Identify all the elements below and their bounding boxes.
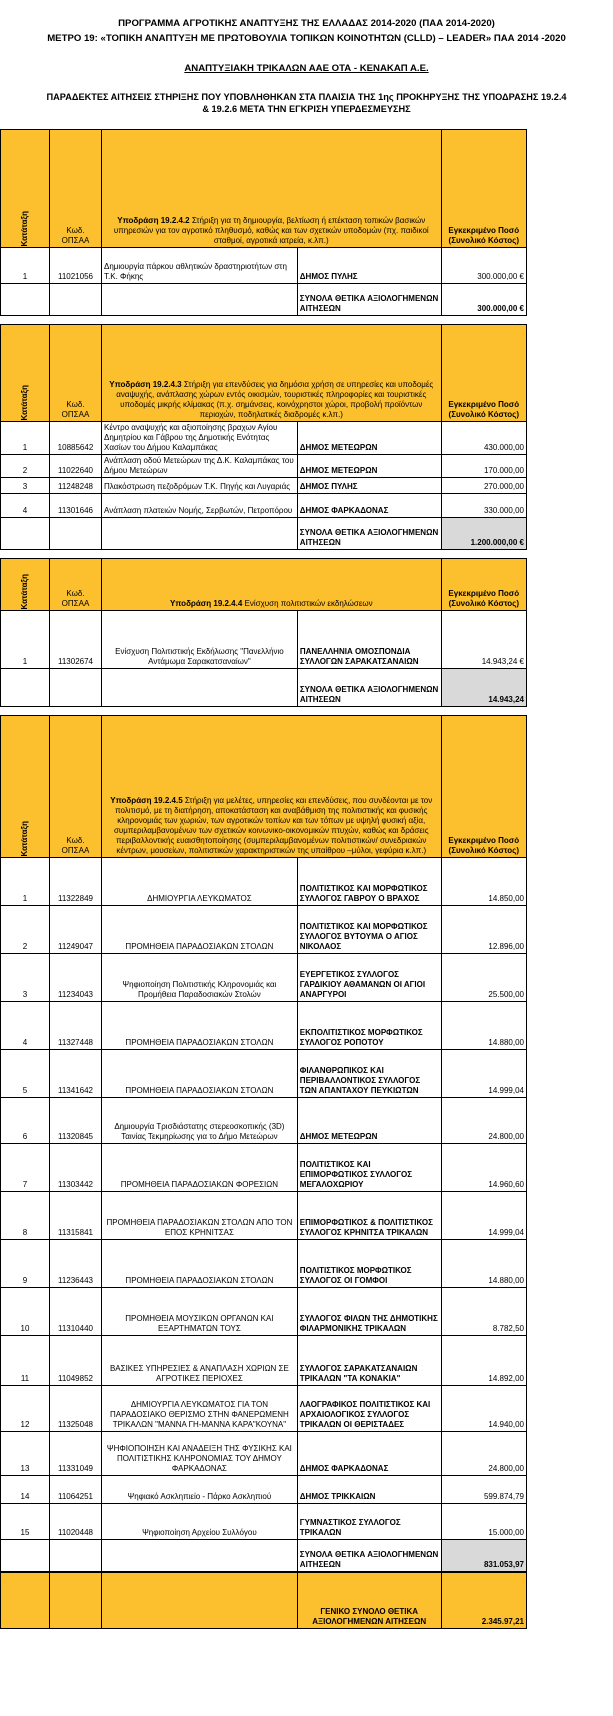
amount-cell: 14.943,24 € [441,611,526,669]
code-header: Κωδ. ΟΠΣΑΑ [49,130,101,248]
table-row [1,494,527,518]
code-cell: 11331049 [49,1432,101,1476]
document-title-line-2: & 19.2.6 ΜΕΤΑ ΤΗΝ ΕΓΚΡΙΣΗ ΥΠΕΡΔΕΣΜΕΥΣΗΣ [202,104,411,114]
code-cell: 11327448 [49,1002,101,1050]
rank-header-label: Κατάταξη [19,384,29,420]
rank-header-label: Κατάταξη [19,820,29,856]
code-cell: 11021056 [49,248,101,284]
code-cell: 11320845 [49,1098,101,1144]
table-row [1,455,527,478]
grand-total-table [0,1572,527,1629]
subaction-code: Υποδράση 19.2.4.2 [117,216,190,225]
document-title [0,75,613,115]
empty-cell [1,284,50,316]
rank-cell: 9 [1,1240,50,1288]
beneficiary-cell: ΣΥΛΛΟΓΟΣ ΣΑΡΑΚΑΤΣΑΝΑΙΩΝ ΤΡΙΚΑΛΩΝ "ΤΑ ΚΟΝΑΚΙΑ" [297,1336,441,1386]
beneficiary-cell: ΕΚΠΟΛΙΤΙΣΤΙΚΟΣ ΜΟΡΦΩΤΙΚΟΣ ΣΥΛΛΟΓΟΣ ΡΟΠΟΤΟΥ [297,1002,441,1050]
organization-name: ΑΝΑΠΤΥΞΙΑΚΗ ΤΡΙΚΑΛΩΝ ΑΑΕ ΟΤΑ - ΚΕΝΑΚΑΠ Α.Ε. [184,63,429,74]
amount-cell: 170.000,00 [441,455,526,478]
table-row [1,906,527,954]
rank-cell: 10 [1,1288,50,1336]
code-cell: 11310440 [49,1288,101,1336]
rank-header [1,559,50,611]
rank-cell: 1 [1,422,50,455]
beneficiary-cell: ΔΗΜΟΣ ΜΕΤΕΩΡΩΝ [297,422,441,455]
section-table [0,715,527,1572]
rank-cell: 7 [1,1144,50,1192]
beneficiary-cell: ΠΟΛΙΤΙΣΤΙΚΟΣ ΚΑΙ ΕΠΙΜΟΡΦΩΤΙΚΟΣ ΣΥΛΛΟΓΟΣ ΜΕΓΑΛΟΧΩΡΙΟΥ [297,1144,441,1192]
subaction-text: Στήριξη για τη δημιουργία, βελτίωση ή επέκταση τοπικών βασικών υπηρεσιών για τον αγροτικό πληθυσμό, καθώς και των σχετικών υποδομών (πχ. παιδικοί σταθμοί, αγροτικά ιατρεία, κ.λπ.) [113,216,429,245]
title-cell: Ψηφιοποίηση Αρχείου Συλλόγου [102,1504,298,1540]
amount-cell: 599.874,79 [441,1476,526,1504]
beneficiary-cell: ΔΗΜΟΣ ΤΡΙΚΚΑΙΩΝ [297,1476,441,1504]
empty-cell [102,1540,298,1572]
section-total-row [1,284,527,316]
subaction-text: Ενίσχυση πολιτιστικών εκδηλώσεων [242,599,373,608]
empty-cell [1,1540,50,1572]
beneficiary-cell: ΦΙΛΑΝΘΡΩΠΙΚΟΣ ΚΑΙ ΠΕΡΙΒΑΛΛΟΝΤΙΚΟΣ ΣΥΛΛΟΓΟΣ ΤΩΝ ΑΠΑΝΤΑΧΟΥ ΠΕΥΚΙΩΤΩΝ [297,1050,441,1098]
subaction-description [102,559,442,611]
table-row [1,422,527,455]
table-row [1,1476,527,1504]
amount-cell: 330.000,00 [441,494,526,518]
table-row [1,1336,527,1386]
grand-total-row [1,1573,527,1629]
empty-cell [102,518,298,550]
amount-cell: 24.800,00 [441,1098,526,1144]
code-cell: 11303442 [49,1144,101,1192]
title-cell: ΒΑΣΙΚΕΣ ΥΠΗΡΕΣΙΕΣ & ΑΝΑΠΛΑΣΗ ΧΩΡΙΩΝ ΣΕ ΑΓΡΟΤΙΚΕΣ ΠΕΡΙΟΧΕΣ [102,1336,298,1386]
subaction-description [102,716,442,858]
code-cell: 11315841 [49,1192,101,1240]
title-cell: ΨΗΦΙΟΠΟΙΗΣΗ ΚΑΙ ΑΝΑΔΕΙΞΗ ΤΗΣ ΦΥΣΙΚΗΣ ΚΑΙ ΠΟΛΙΤΙΣΤΙΚΗΣ ΚΛΗΡΟΝΟΜΙΑΣ ΤΟΥ ΔΗΜΟΥ ΦΑΡΚΑΔΟΝΑΣ [102,1432,298,1476]
empty-cell [102,284,298,316]
title-cell: ΠΡΟΜΗΘΕΙΑ ΠΑΡΑΔΟΣΙΑΚΩΝ ΣΤΟΛΩΝ ΑΠΟ ΤΟΝ ΕΠΟΣ ΚΡΗΝΙΤΣΑΣ [102,1192,298,1240]
subaction-code: Υποδράση 19.2.4.5 [110,796,183,805]
amount-cell: 25.500,00 [441,954,526,1002]
amount-cell: 15.000,00 [441,1504,526,1540]
amount-cell: 24.800,00 [441,1432,526,1476]
rank-cell: 11 [1,1336,50,1386]
code-cell: 11249047 [49,906,101,954]
title-cell: Δημιουργία πάρκου αθλητικών δραστηριοτήτων στη Τ.Κ. Φήκης [102,248,298,284]
section-header-row [1,325,527,422]
rank-cell: 13 [1,1432,50,1476]
beneficiary-cell: ΔΗΜΟΣ ΜΕΤΕΩΡΩΝ [297,1098,441,1144]
code-cell: 10885642 [49,422,101,455]
beneficiary-cell: ΓΥΜΝΑΣΤΙΚΟΣ ΣΥΛΛΟΓΟΣ ΤΡΙΚΑΛΩΝ [297,1504,441,1540]
section-total-row [1,518,527,550]
table-row [1,611,527,669]
rank-header [1,325,50,422]
program-title: ΠΡΟΓΡΑΜΜΑ ΑΓΡΟΤΙΚΗΣ ΑΝΑΠΤΥΞΗΣ ΤΗΣ ΕΛΛΑΔΑΣ 2014-2020 (ΠΑΑ 2014-2020) [118,18,495,29]
table-row [1,1098,527,1144]
rank-cell: 15 [1,1504,50,1540]
rank-header-label: Κατάταξη [19,210,29,246]
empty-cell [1,1573,50,1629]
code-cell: 11322849 [49,858,101,906]
empty-cell [49,1573,101,1629]
code-cell: 11248248 [49,478,101,494]
total-label: ΣΥΝΟΛΑ ΘΕΤΙΚΑ ΑΞΙΟΛΟΓΗΜΕΝΩΝ ΑΙΤΗΣΕΩΝ [297,669,441,707]
rank-cell: 2 [1,906,50,954]
empty-cell [102,1573,298,1629]
table-row [1,1192,527,1240]
table-row [1,1288,527,1336]
title-cell: ΔΗΜΙΟΥΡΓΙΑ ΛΕΥΚΩΜΑΤΟΣ [102,858,298,906]
beneficiary-cell: ΣΥΛΛΟΓΟΣ ΦΙΛΩΝ ΤΗΣ ΔΗΜΟΤΙΚΗΣ ΦΙΛΑΡΜΟΝΙΚΗΣ ΤΡΙΚΑΛΩΝ [297,1288,441,1336]
code-cell: 11236443 [49,1240,101,1288]
section-total-value: 1.200.000,00 € [441,518,526,550]
title-cell: ΠΡΟΜΗΘΕΙΑ ΜΟΥΣΙΚΩΝ ΟΡΓΑΝΩΝ ΚΑΙ ΕΞΑΡΤΗΜΑΤΩΝ ΤΟΥΣ [102,1288,298,1336]
beneficiary-cell: ΕΠΙΜΟΡΦΩΤΙΚΟΣ & ΠΟΛΙΤΙΣΤΙΚΟΣ ΣΥΛΛΟΓΟΣ ΚΡΗΝΙΤΣΑ ΤΡΙΚΑΛΩΝ [297,1192,441,1240]
empty-cell [1,518,50,550]
table-row [1,954,527,1002]
title-cell: ΠΡΟΜΗΘΕΙΑ ΠΑΡΑΔΟΣΙΑΚΩΝ ΣΤΟΛΩΝ [102,1002,298,1050]
empty-cell [49,1540,101,1572]
rank-cell: 12 [1,1386,50,1432]
title-cell: Ενίσχυση Πολιτιστικής Εκδήλωσης "Πανελλήνιο Αντάμωμα Σαρακατσαναίων" [102,611,298,669]
rank-header [1,130,50,248]
title-cell: Ψηφιοποίηση Πολιτιστικής Κληρονομιάς και Προμήθεια Παραδοσιακών Στολών [102,954,298,1002]
amount-cell: 14.892,00 [441,1336,526,1386]
rank-header [1,716,50,858]
section-total-row [1,669,527,707]
total-label: ΣΥΝΟΛΑ ΘΕΤΙΚΑ ΑΞΙΟΛΟΓΗΜΕΝΩΝ ΑΙΤΗΣΕΩΝ [297,1540,441,1572]
beneficiary-cell: ΕΥΕΡΓΕΤΙΚΟΣ ΣΥΛΛΟΓΟΣ ΓΑΡΔΙΚΙΟΥ ΑΘΑΜΑΝΩΝ ΟΙ ΑΓΙΟΙ ΑΝΑΡΓΥΡΟΙ [297,954,441,1002]
rank-cell: 14 [1,1476,50,1504]
empty-cell [49,284,101,316]
rank-cell: 1 [1,858,50,906]
section-header-row [1,559,527,611]
empty-cell [49,518,101,550]
amount-header: Εγκεκριμένο Ποσό (Συνολικό Κόστος) [441,130,526,248]
amount-cell: 14.880,00 [441,1002,526,1050]
total-label: ΣΥΝΟΛΑ ΘΕΤΙΚΑ ΑΞΙΟΛΟΓΗΜΕΝΩΝ ΑΙΤΗΣΕΩΝ [297,518,441,550]
title-cell: ΠΡΟΜΗΘΕΙΑ ΠΑΡΑΔΟΣΙΑΚΩΝ ΣΤΟΛΩΝ [102,1240,298,1288]
code-cell: 11234043 [49,954,101,1002]
rank-cell: 6 [1,1098,50,1144]
code-cell: 11301646 [49,494,101,518]
title-cell: Δημιουργία Τρισδιάστατης στερεοσκοπικής (3D) Ταινίας Τεκμηρίωσης για το Δήμο Μετεώρων [102,1098,298,1144]
amount-cell: 300.000,00 € [441,248,526,284]
amount-cell: 14.940,00 [441,1386,526,1432]
code-cell: 11022640 [49,455,101,478]
subaction-text: Στήριξη για μελέτες, υπηρεσίες και επενδύσεις, που συνδέονται με τον πολιτισμό, με τη διατήρηση, αποκατάσταση και αναβάθμιση της πολιτιστικής και φυσικής κληρονομιάς των χωριών, των αγροτικών τοπίων και των τόπων με υψηλή φυσική αξία, συμπεριλαμβανομένων των σχετικών κοινωνικο-οικονομικών πτυχών, καθώς και δράσεις περιβαλλοντικής ευαισθητοποίησης (συμπεριλαμβανομένων πολιτιστικών/ συνεδριακών κέντρων, μουσείων, πολιτιστικών χαρακτηριστικών της υπαίθρου –μύλοι, γεφύρια κ.λπ.) [113,796,433,855]
amount-cell: 14.850,00 [441,858,526,906]
table-row [1,1240,527,1288]
code-header: Κωδ. ΟΠΣΑΑ [49,559,101,611]
amount-cell: 14.960,60 [441,1144,526,1192]
rank-cell: 1 [1,248,50,284]
rank-cell: 5 [1,1050,50,1098]
title-cell: Κέντρο αναψυχής και αξιοποίησης βραχων Αγίου Δημητρίου και Γάβρου της Δημοτικής Ενότητας Χασίων του Δήμου Καλαμπάκας [102,422,298,455]
rank-cell: 4 [1,494,50,518]
beneficiary-cell: ΛΑΟΓΡΑΦΙΚΟΣ ΠΟΛΙΤΙΣΤΙΚΟΣ ΚΑΙ ΑΡΧΑΙΟΛΟΓΙΚΟΣ ΣΥΛΛΟΓΟΣ ΤΡΙΚΑΛΩΝ ΟΙ ΘΕΡΙΣΤΑΔΕΣ [297,1386,441,1432]
subaction-description [102,325,442,422]
amount-header: Εγκεκριμένο Ποσό (Συνολικό Κόστος) [441,716,526,858]
beneficiary-cell: ΔΗΜΟΣ ΠΥΛΗΣ [297,478,441,494]
table-row [1,248,527,284]
code-header: Κωδ. ΟΠΣΑΑ [49,716,101,858]
beneficiary-cell: ΠΑΝΕΛΛΗΝΙΑ ΟΜΟΣΠΟΝΔΙΑ ΣΥΛΛΟΓΩΝ ΣΑΡΑΚΑΤΣΑΝΑΙΩΝ [297,611,441,669]
section-total-value: 831.053,97 [441,1540,526,1572]
amount-cell: 14.880,00 [441,1240,526,1288]
rank-cell: 8 [1,1192,50,1240]
rank-header-label: Κατάταξη [19,573,29,609]
table-row [1,1386,527,1432]
subaction-code: Υποδράση 19.2.4.4 [169,599,243,608]
section-total-value: 300.000,00 € [441,284,526,316]
section-total-row [1,1540,527,1572]
amount-cell: 14.999,04 [441,1192,526,1240]
beneficiary-cell: ΔΗΜΟΣ ΜΕΤΕΩΡΩΝ [297,455,441,478]
code-header: Κωδ. ΟΠΣΑΑ [49,325,101,422]
table-row [1,1432,527,1476]
title-cell: ΠΡΟΜΗΘΕΙΑ ΠΑΡΑΔΟΣΙΑΚΩΝ ΣΤΟΛΩΝ [102,906,298,954]
amount-cell: 14.999,04 [441,1050,526,1098]
beneficiary-cell: ΔΗΜΟΣ ΠΥΛΗΣ [297,248,441,284]
empty-cell [49,669,101,707]
title-cell: ΔΗΜΙΟΥΡΓΙΑ ΛΕΥΚΩΜΑΤΟΣ ΓΙΑ ΤΟΝ ΠΑΡΑΔΟΣΙΑΚΟ ΘΕΡΙΣΜΟ ΣΤΗΝ ΦΑΝΕΡΩΜΕΝΗ ΤΡΙΚΑΛΩΝ "ΜΑΝΝΑ ΓΗ-ΜΑΝΝΑ ΚΑΡΑ"ΚΟΥΝΑ" [102,1386,298,1432]
amount-cell: 270.000,00 [441,478,526,494]
document-header [0,0,613,115]
title-cell: Πλακόστρωση πεζοδρόμων Τ.Κ. Πηγής και Λυγαριάς [102,478,298,494]
beneficiary-cell: ΠΟΛΙΤΙΣΤΙΚΟΣ ΚΑΙ ΜΟΡΦΩΤΙΚΟΣ ΣΥΛΛΟΓΟΣ ΒΥΤΟΥΜΑ Ο ΑΓΙΟΣ ΝΙΚΟΛΑΟΣ [297,906,441,954]
subaction-text: Στήριξη για επενδύσεις για δημόσια χρήση σε υπηρεσίες και υποδομές αναψυχής, ανάπλασης χώρων εντός οικισμών, τουριστικές πληροφορίες και τουριστικές υποδομές μικρής κλίμακας (π.χ. σημάνσεις, κοινόχρηστοι χώροι, προβολή προϊόντων περιοχών, ποδηλατικές διαδρομές κ.λπ.) [116,380,434,419]
code-cell: 11064251 [49,1476,101,1504]
section-table [0,558,527,707]
empty-cell [1,669,50,707]
amount-header: Εγκεκριμένο Ποσό (Συνολικό Κόστος) [441,559,526,611]
amount-header: Εγκεκριμένο Ποσό (Συνολικό Κόστος) [441,325,526,422]
amount-cell: 12.896,00 [441,906,526,954]
title-cell: Ψηφιακό Ασκληπιείο - Πάρκο Ασκληπιού [102,1476,298,1504]
subaction-code: Υποδράση 19.2.4.3 [109,380,182,389]
total-label: ΣΥΝΟΛΑ ΘΕΤΙΚΑ ΑΞΙΟΛΟΓΗΜΕΝΩΝ ΑΙΤΗΣΕΩΝ [297,284,441,316]
rank-cell: 2 [1,455,50,478]
section-header-row [1,716,527,858]
grand-total-value: 2.345.97,21 [441,1573,526,1629]
empty-cell [102,669,298,707]
beneficiary-cell: ΠΟΛΙΤΙΣΤΙΚΟΣ ΚΑΙ ΜΟΡΦΩΤΙΚΟΣ ΣΥΛΛΟΓΟΣ ΓΑΒΡΟΥ Ο ΒΡΑΧΟΣ [297,858,441,906]
section-header-row [1,130,527,248]
table-row [1,1002,527,1050]
subaction-description [102,130,442,248]
table-row [1,1050,527,1098]
beneficiary-cell: ΠΟΛΙΤΙΣΤΙΚΟΣ ΜΟΡΦΩΤΙΚΟΣ ΣΥΛΛΟΓΟΣ ΟΙ ΓΟΜΦΟΙ [297,1240,441,1288]
code-cell: 11020448 [49,1504,101,1540]
code-cell: 11341642 [49,1050,101,1098]
code-cell: 11049852 [49,1336,101,1386]
table-row [1,1144,527,1192]
title-cell: Ανάπλαση οδού Μετεώρων της Δ.Κ. Καλαμπάκας του Δήμου Μετεώρων [102,455,298,478]
measure-title: ΜΕΤΡΟ 19: «ΤΟΠΙΚΗ ΑΝΑΠΤΥΞΗ ΜΕ ΠΡΩΤΟΒΟΥΛΙΑ ΤΟΠΙΚΩΝ ΚΟΙΝΟΤΗΤΩΝ (CLLD) – LEADER» ΠΑΑ 2014 -2020 [47,33,566,44]
amount-cell: 430.000,00 [441,422,526,455]
table-row [1,478,527,494]
beneficiary-cell: ΔΗΜΟΣ ΦΑΡΚΑΔΟΝΑΣ [297,1432,441,1476]
title-cell: ΠΡΟΜΗΘΕΙΑ ΠΑΡΑΔΟΣΙΑΚΩΝ ΦΟΡΕΣΙΩΝ [102,1144,298,1192]
table-row [1,858,527,906]
beneficiary-cell: ΔΗΜΟΣ ΦΑΡΚΑΔΟΝΑΣ [297,494,441,518]
grand-total-label: ΓΕΝΙΚΟ ΣΥΝΟΛΟ ΘΕΤΙΚΑ ΑΞΙΟΛΟΓΗΜΕΝΩΝ ΑΙΤΗΣΕΩΝ [297,1573,441,1629]
rank-cell: 3 [1,954,50,1002]
title-cell: ΠΡΟΜΗΘΕΙΑ ΠΑΡΑΔΟΣΙΑΚΩΝ ΣΤΟΛΩΝ [102,1050,298,1098]
rank-cell: 4 [1,1002,50,1050]
section-table [0,324,527,550]
title-cell: Ανάπλαση πλατειών Νομής, Σερβωτών, Πετροπόρου [102,494,298,518]
section-table [0,129,527,316]
applications-tables [0,129,613,1629]
code-cell: 11325048 [49,1386,101,1432]
rank-cell: 1 [1,611,50,669]
rank-cell: 3 [1,478,50,494]
section-total-value: 14.943,24 [441,669,526,707]
amount-cell: 8.782,50 [441,1288,526,1336]
document-title-line-1: ΠΑΡΑΔΕΚΤΕΣ ΑΙΤΗΣΕΙΣ ΣΤΗΡΙΞΗΣ ΠΟΥ ΥΠΟΒΛΗΘΗΚΑΝ ΣΤΑ ΠΛΑΙΣΙΑ ΤΗΣ 1ης ΠΡΟΚΗΡΥΞΗΣ ΤΗΣ ΥΠΟΔΡΑΣΗΣ 19.2.4 [46,92,567,102]
code-cell: 11302674 [49,611,101,669]
table-row [1,1504,527,1540]
